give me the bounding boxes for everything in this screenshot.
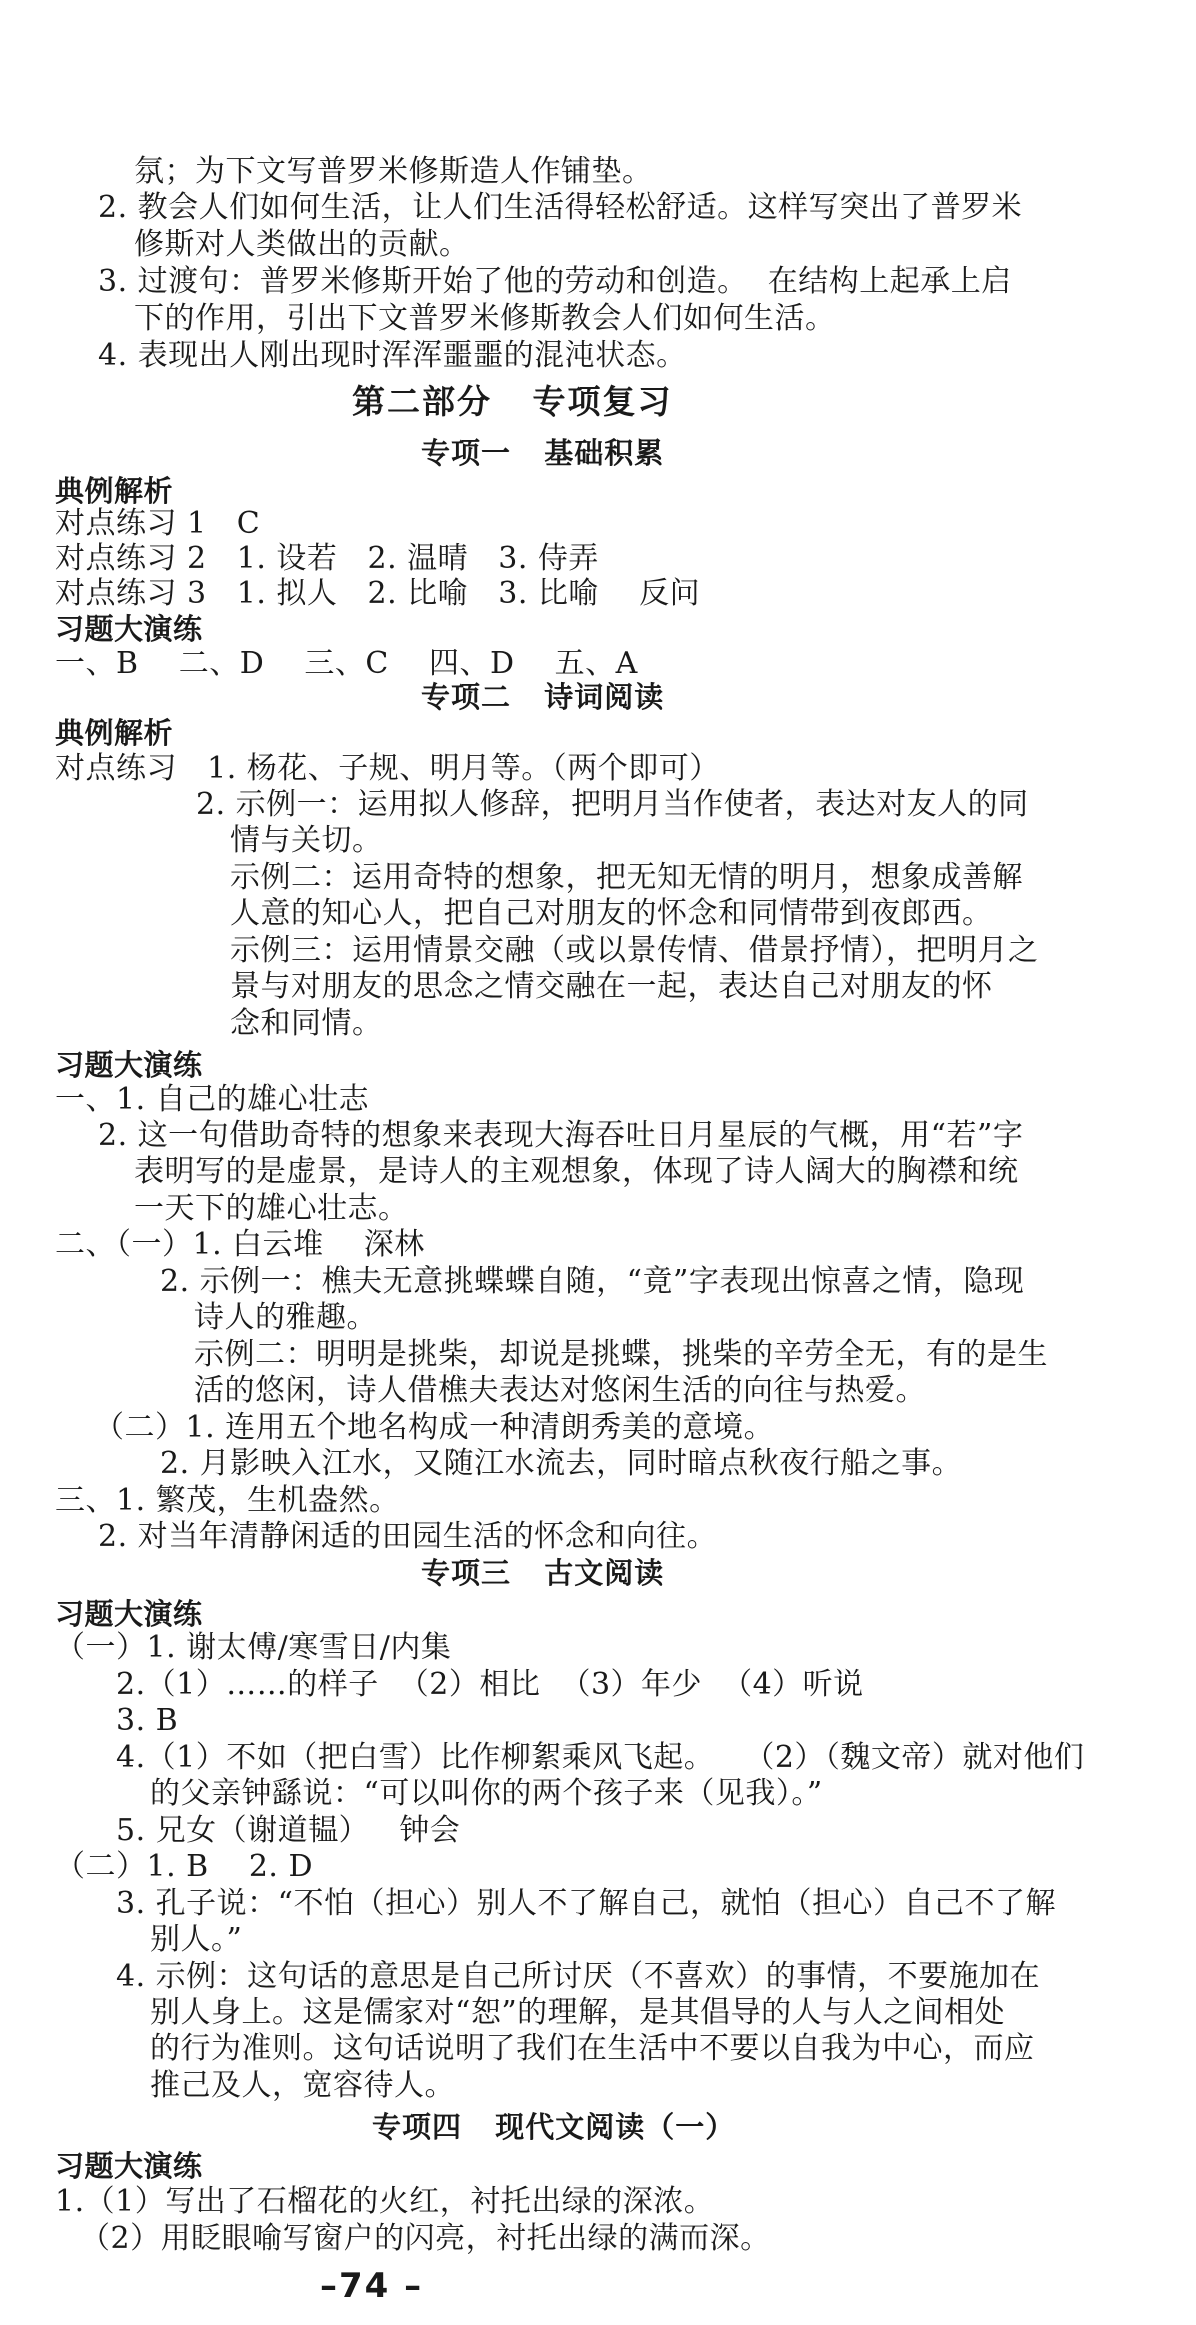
text-line: 1.（1）写出了石榴花的火红，衬托出绿的深浓。 xyxy=(55,2183,715,2219)
text-line: 二、（一）1. 白云堆 深林 xyxy=(55,1227,425,1263)
text-line: 对点练习 1. 杨花、子规、明月等。（两个即可） xyxy=(55,750,720,786)
text-line: 2. 示例一：樵夫无意挑蝶蝶自随，“竟”字表现出惊喜之情，隐现 xyxy=(160,1263,1025,1299)
subheading: 典例解析 xyxy=(55,473,174,508)
section-title: 专项一 基础积累 xyxy=(421,436,665,471)
text-line: 表明写的是虚景，是诗人的主观想象，体现了诗人阔大的胸襟和统 xyxy=(134,1154,1019,1190)
text-line: 情与关切。 xyxy=(230,823,383,859)
text-line: 3. 过渡句：普罗米修斯开始了他的劳动和创造。 在结构上起承上启 xyxy=(98,264,1012,300)
text-line: 2.（1）……的样子 （2）相比 （3）年少 （4）听说 xyxy=(116,1666,864,1702)
text-line: 5. 兄女（谢道韫） 钟会 xyxy=(116,1812,461,1848)
text-line: 一天下的雄心壮志。 xyxy=(134,1190,409,1226)
subheading: 习题大演练 xyxy=(55,1047,203,1082)
text-line: 对点练习 2 1. 设若 2. 温晴 3. 侍弄 xyxy=(55,541,599,577)
section-title: 专项四 现代文阅读（一） xyxy=(372,2109,736,2144)
section-title: 专项三 古文阅读 xyxy=(421,1555,665,1590)
text-line: 4. 示例：这句话的意思是自己所讨厌（不喜欢）的事情，不要施加在 xyxy=(116,1958,1041,1994)
text-line: 景与对朋友的思念之情交融在一起，表达自己对朋友的怀 xyxy=(230,969,993,1005)
text-line: 诗人的雅趣。 xyxy=(194,1300,377,1336)
subheading: 习题大演练 xyxy=(55,1596,203,1631)
text-line: 2. 示例一：运用拟人修辞，把明月当作使者，表达对友人的同 xyxy=(196,786,1029,822)
text-line: 别人身上。这是儒家对“恕”的理解，是其倡导的人与人之间相处 xyxy=(150,1995,1006,2030)
text-line: 念和同情。 xyxy=(230,1005,383,1041)
text-line: （一）1. 谢太傅/寒雪日/内集 xyxy=(55,1630,452,1666)
text-line: 示例二：明明是挑柴，却说是挑蝶，挑柴的辛劳全无，有的是生 xyxy=(194,1336,1048,1372)
text-line: 3. 孔子说：“不怕（担心）别人不了解自己，就怕（担心）自己不了解 xyxy=(116,1885,1056,1921)
text-line: 的行为准则。这句话说明了我们在生活中不要以自我为中心，而应 xyxy=(150,2031,1035,2067)
text-line: 的父亲钟繇说：“可以叫你的两个孩子来（见我）。” xyxy=(150,1776,823,1812)
text-line: 示例三：运用情景交融（或以景传情、借景抒情），把明月之 xyxy=(230,932,1039,968)
text-line: 4.（1）不如（把白雪）比作柳絮乘风飞起。 （2）（魏文帝）就对他们 xyxy=(116,1739,1085,1775)
text-line: 示例二：运用奇特的想象，把无知无情的明月，想象成善解 xyxy=(230,859,1023,895)
text-line: 对点练习 1 C xyxy=(55,506,261,542)
text-line: 修斯对人类做出的贡献。 xyxy=(134,226,470,262)
text-line: 2. 这一句借助奇特的想象来表现大海吞吐日月星辰的气概，用“若”字 xyxy=(98,1117,1024,1153)
text-line: 2. 教会人们如何生活，让人们生活得轻松舒适。这样写突出了普罗米 xyxy=(98,190,1023,226)
text-line: （2）用眨眼喻写窗户的闪亮，衬托出绿的满而深。 xyxy=(80,2220,771,2256)
page-number: –74 – xyxy=(320,2265,424,2306)
text-line: 活的悠闲，诗人借樵夫表达对悠闲生活的向往与热爱。 xyxy=(194,1373,926,1409)
text-line: 4. 表现出人刚出现时浑浑噩噩的混沌状态。 xyxy=(98,338,687,374)
subheading: 典例解析 xyxy=(55,716,174,750)
section-title: 专项二 诗词阅读 xyxy=(421,679,665,714)
text-line: 3. B xyxy=(116,1703,179,1739)
text-line: （二）1. 连用五个地名构成一种清朗秀美的意境。 xyxy=(94,1409,775,1445)
text-line: 别人。” xyxy=(150,1922,243,1958)
text-line: 2. 对当年清静闲适的田园生活的怀念和向往。 xyxy=(98,1519,718,1555)
text-line: 氛；为下文写普罗米修斯造人作铺垫。 xyxy=(134,154,653,189)
text-line: 一、B 二、D 三、C 四、D 五、A xyxy=(55,645,638,681)
subheading: 习题大演练 xyxy=(55,612,203,647)
text-line: （二）1. B 2. D xyxy=(55,1849,314,1885)
text-line: 对点练习 3 1. 拟人 2. 比喻 3. 比喻 反问 xyxy=(55,575,701,611)
text-line: 下的作用，引出下文普罗米修斯教会人们如何生活。 xyxy=(134,300,836,336)
text-line: 一、1. 自己的雄心壮志 xyxy=(55,1081,370,1117)
part-title: 第二部分 专项复习 xyxy=(352,382,673,421)
text-line: 人意的知心人，把自己对朋友的怀念和同情带到夜郎西。 xyxy=(230,896,993,932)
subheading: 习题大演练 xyxy=(55,2148,203,2183)
text-line: 推己及人，宽容待人。 xyxy=(150,2067,455,2103)
text-line: 2. 月影映入江水，又随江水流去，同时暗点秋夜行船之事。 xyxy=(160,1446,963,1482)
text-line: 三、1. 繁茂，生机盎然。 xyxy=(55,1482,400,1518)
